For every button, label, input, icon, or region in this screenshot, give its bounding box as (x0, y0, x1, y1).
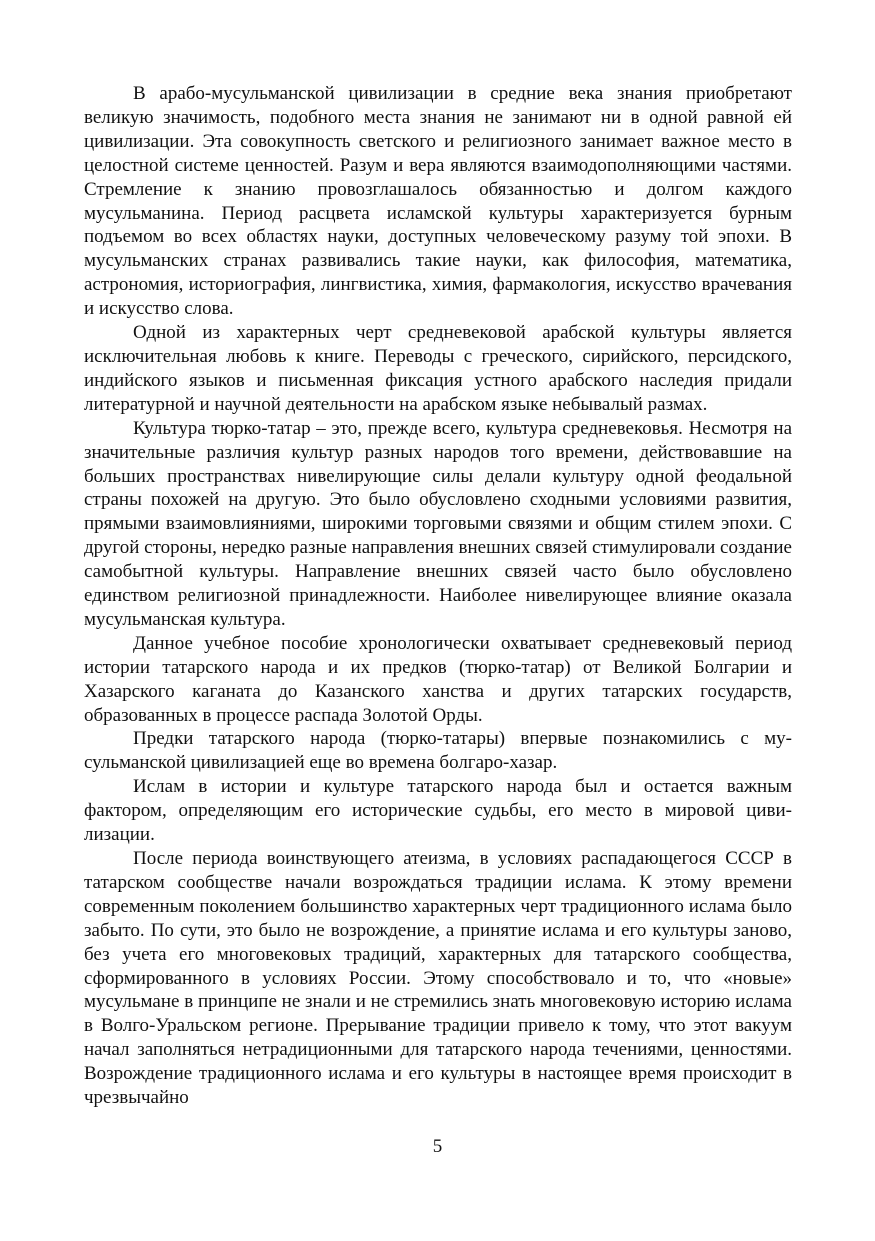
document-body (84, 82, 792, 1110)
paragraph-6: Ислам в истории и культуре татарского народа был и остается важным фактором, определяющим его исторические судьбы, его место в мировой цивилизации. (84, 776, 792, 846)
paragraph-1: В арабо-мусульманской цивилизации в средние века знания приобретают великую значимость, подобного места знания не занимают ни в одной равной ей цивилизации. Эта совокупность светского и религиозного занимает важное место в целостной системе ценностей. Разум и вера являются взаимодополняющими частями. Стремление к знанию провозглашалось обязанностью и долгом каждого мусульманина. Период расцвета исламской культуры характеризуется бурным подъемом во всех областях науки, доступных человеческому разуму той эпохи. В мусульманских странах развивались такие науки, как философия, математика, астрономия, историография, лингвистика, химия, фармакология, искусство врачевания и искусство слова. (84, 83, 792, 320)
page-number: 5 (432, 1136, 443, 1157)
paragraph-5: Предки татарского народа (тюрко-татары) впервые познакомились с мусульманской цивилизацией еще во времена болгаро-хазар. (84, 728, 792, 774)
paragraph-4: Данное учебное пособие хронологически охватывает средневековый период истории татарского народа и их предков (тюрко-татар) от Великой Болгарии и Хазарского каганата до Казанского ханства и других татарских государств, образованных в процессе распада Золотой Орды. (84, 632, 792, 726)
paragraph-3: Культура тюрко-татар – это, прежде всего, культура средневековья. Несмотря на значительные различия культур разных народов того времени, действовавшие на больших пространствах нивелирующие силы делали культуру одной феодальной страны похожей на другую. Это было обусловлено сходными условиями развития, прямыми взаимовлияниями, широкими торговыми связями и общим стилем эпохи. С другой стороны, нередко разные направления внешних связей стимулировали создание самобытной культуры. Направление внешних связей часто было обусловлено единством религиозной принадлежности. Наиболее нивелирующее влияние оказала мусульманская культура. (84, 417, 792, 630)
paragraph-7: После периода воинствующего атеизма, в условиях распадающегося СССР в татарском сообществе начали возрождаться традиции ислама. К этому времени современным поколением большинство характерных черт традиционного ислама было забыто. По сути, это было не возрождение, а принятие ислама и его культуры заново, без учета его многовековых традиций, характерных для татарского сообщества, сформированного в условиях России. Этому способствовало и то, что «новые» мусульмане в принципе не знали и не стремились знать многовековую историю ислама в Волго-Уральском регионе. Прерывание традиции привело к тому, что этот вакуум начал заполняться нетрадиционными для татарского народа течениями, ценностями. Возрождение традиционного ислама и его культуры в настоящее время происходит в чрезвычайно (84, 848, 792, 1109)
paragraph-2: Одной из характерных черт средневековой арабской культуры является исключительная любовь к книге. Переводы с греческого, сирийского, персидского, индийского языков и письменная фиксация устного арабского наследия придали литературной и научной деятельности на арабском языке небывалый размах. (84, 322, 792, 415)
